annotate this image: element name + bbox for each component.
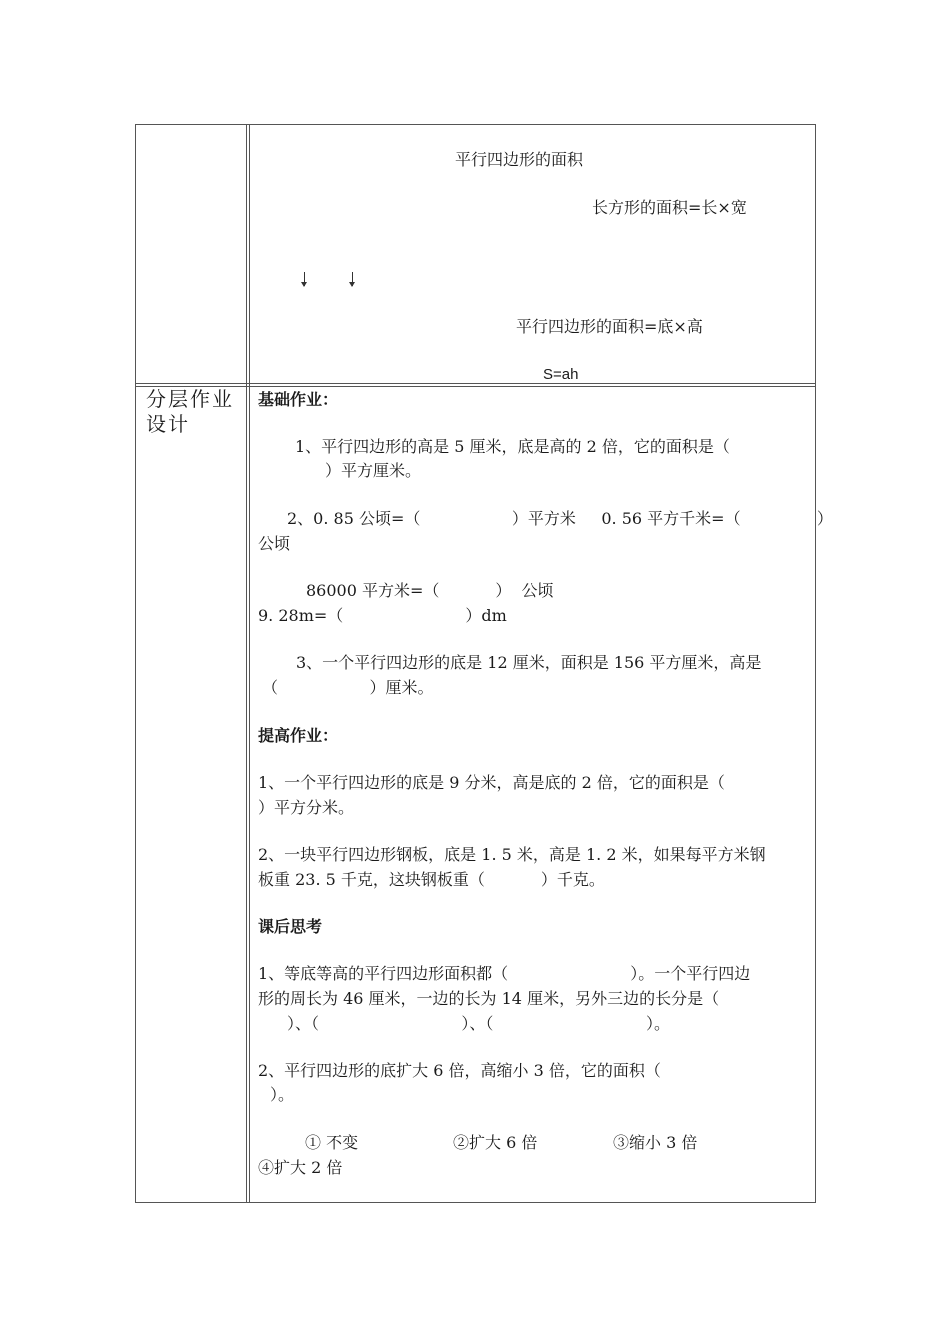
- lesson-title: 平行四边形的面积: [455, 150, 584, 169]
- table-border-right: [815, 124, 816, 1203]
- advanced-q1-line2: ）平方分米。: [258, 798, 355, 817]
- advanced-q1-line1: 1、一个平行四边形的底是 9 分米，高是底的 2 倍，它的面积是（: [258, 773, 725, 792]
- advanced-q2-line2: 板重 23. 5 千克，这块钢板重（ ）千克。: [258, 870, 605, 889]
- advanced-q2-line1: 2、一块平行四边形钢板，底是 1. 5 米，高是 1. 2 米，如果每平方米钢: [258, 845, 766, 864]
- basic-q2-line2: 公顷: [258, 534, 291, 553]
- down-arrow-icon: [304, 272, 305, 286]
- option-4: ④扩大 2 倍: [258, 1158, 343, 1177]
- basic-q2-line3: 86000 平方米=（ ） 公顷: [306, 581, 554, 600]
- row-divider: [135, 383, 816, 384]
- table-border-bottom: [135, 1202, 816, 1203]
- basic-q3-line2: （ ）厘米。: [262, 678, 434, 697]
- basic-q2-line4: 9. 28m=（ ）dm: [258, 606, 507, 625]
- advanced-heading: 提高作业：: [258, 726, 339, 745]
- basic-q1-line2: ）平方厘米。: [325, 461, 422, 480]
- thinking-q1-line3: ）、（ ）、（ ）。: [287, 1014, 670, 1033]
- basic-q3-line1: 3、一个平行四边形的底是 12 厘米，面积是 156 平方厘米，高是: [296, 653, 762, 672]
- table-border-top: [135, 124, 816, 125]
- symbol-formula: S=ah: [543, 366, 579, 383]
- basic-q2-line1: 2、0. 85 公顷=（ ）平方米 0. 56 平方千米=（ ）: [287, 509, 833, 528]
- thinking-q1-line1: 1、等底等高的平行四边形面积都（ ）。一个平行四边: [258, 964, 751, 983]
- thinking-q2-line1: 2、平行四边形的底扩大 6 倍，高缩小 3 倍，它的面积（: [258, 1061, 661, 1080]
- option-2: ②扩大 6 倍: [453, 1133, 538, 1152]
- option-3: ③缩小 3 倍: [613, 1133, 698, 1152]
- parallelogram-area-formula: 平行四边形的面积=底×高: [516, 317, 703, 336]
- down-arrow-icon: [352, 272, 353, 286]
- row-label: 分层作业设计: [146, 387, 234, 436]
- thinking-q1-line2: 形的周长为 46 厘米，一边的长为 14 厘米，另外三边的长分是（: [258, 989, 720, 1008]
- column-divider: [246, 124, 247, 1203]
- column-divider-inner: [249, 124, 250, 1203]
- basic-q1-line1: 1、平行四边形的高是 5 厘米，底是高的 2 倍，它的面积是（: [295, 437, 730, 456]
- option-1: ① 不变: [305, 1133, 359, 1152]
- basic-heading: 基础作业：: [258, 390, 339, 409]
- table-border-left: [135, 124, 136, 1203]
- thinking-q2-line2: ）。: [270, 1085, 295, 1104]
- rectangle-area-formula: 长方形的面积=长×宽: [592, 198, 747, 217]
- thinking-heading: 课后思考: [258, 917, 323, 936]
